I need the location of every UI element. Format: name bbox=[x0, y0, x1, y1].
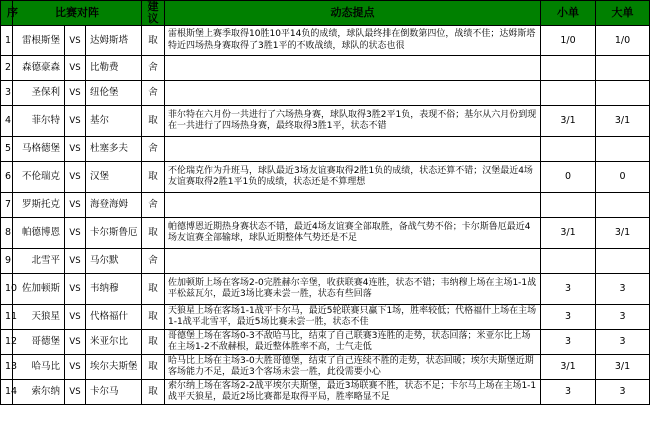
small-odds: 3/1 bbox=[541, 218, 596, 249]
away-team: 韦纳穆 bbox=[86, 274, 142, 305]
small-odds bbox=[541, 81, 596, 106]
recommendation: 取 bbox=[142, 380, 165, 405]
small-odds: 0 bbox=[541, 162, 596, 193]
away-team: 达姆斯塔 bbox=[86, 26, 142, 56]
recommendation: 舍 bbox=[142, 56, 165, 81]
match-note: 天狼星上场在客场1-1战平卡尔马，最近5轮联赛只赢下1场，胜率较低；代格福什上场在主场1-1战平北雪平，最近5场比赛未尝一胜，状态不佳 bbox=[165, 305, 541, 330]
away-team: 卡尔马 bbox=[86, 380, 142, 405]
recommendation: 取 bbox=[142, 330, 165, 355]
match-note bbox=[165, 137, 541, 162]
vs-label: VS bbox=[65, 162, 86, 193]
match-note bbox=[165, 193, 541, 218]
away-team: 米亚尔比 bbox=[86, 330, 142, 355]
match-note: 哈马比上场在主场3-0大胜哥德堡，结束了自己连续不胜的走势，状态回暖；埃尔夫斯堡近期客场能力不足，最近3个客场未尝一胜，此役需要小心 bbox=[165, 355, 541, 380]
big-odds: 3 bbox=[596, 380, 650, 405]
small-odds: 3 bbox=[541, 380, 596, 405]
header-small: 小单 bbox=[541, 1, 596, 26]
recommendation: 舍 bbox=[142, 249, 165, 274]
big-odds: 3/1 bbox=[596, 218, 650, 249]
row-number: 12 bbox=[1, 330, 13, 355]
table-row bbox=[1, 305, 650, 330]
row-number: 13 bbox=[1, 355, 13, 380]
big-odds: 3 bbox=[596, 274, 650, 305]
header-row bbox=[1, 1, 650, 26]
vs-label: VS bbox=[65, 380, 86, 405]
away-team: 纽伦堡 bbox=[86, 81, 142, 106]
home-team: 哥德堡 bbox=[13, 330, 65, 355]
home-team: 马格德堡 bbox=[13, 137, 65, 162]
recommendation: 舍 bbox=[142, 193, 165, 218]
vs-label: VS bbox=[65, 218, 86, 249]
header-match: 比赛对阵 bbox=[13, 1, 142, 26]
away-team: 比勒费 bbox=[86, 56, 142, 81]
big-odds bbox=[596, 193, 650, 218]
match-note: 不伦瑞克作为升班马，球队最近3场友谊赛取得2胜1负的成绩，状态还算不错；汉堡最近4场友谊赛取得2胜1平1负的成绩，状态还是不算理想 bbox=[165, 162, 541, 193]
row-number: 8 bbox=[1, 218, 13, 249]
match-note: 哥德堡上场在客场0-3不敌哈马比，结束了自己联赛3连胜的走势，状态回落；米亚尔比上场在主场1-2不敌赫根，最近整体胜率不高，士气走低 bbox=[165, 330, 541, 355]
home-team: 索尔纳 bbox=[13, 380, 65, 405]
table-row bbox=[1, 162, 650, 193]
home-team: 森德豪森 bbox=[13, 56, 65, 81]
vs-label: VS bbox=[65, 274, 86, 305]
match-note: 菲尔特在六月份一共进行了六场热身赛，球队取得3胜2平1负，表现不俗；基尔从六月份到现在一共进行了四场热身赛，最终取得3胜1平，状态不错 bbox=[165, 106, 541, 137]
vs-label: VS bbox=[65, 249, 86, 274]
recommendation: 取 bbox=[142, 274, 165, 305]
table-row bbox=[1, 81, 650, 106]
table-row bbox=[1, 193, 650, 218]
vs-label: VS bbox=[65, 106, 86, 137]
home-team: 罗斯托克 bbox=[13, 193, 65, 218]
table-row bbox=[1, 26, 650, 56]
recommendation: 取 bbox=[142, 162, 165, 193]
big-odds: 3 bbox=[596, 305, 650, 330]
header-recommendation: 建议 bbox=[142, 1, 165, 26]
row-number: 3 bbox=[1, 81, 13, 106]
table-row bbox=[1, 106, 650, 137]
table-row bbox=[1, 56, 650, 81]
match-note bbox=[165, 249, 541, 274]
big-odds bbox=[596, 137, 650, 162]
away-team: 马尔默 bbox=[86, 249, 142, 274]
big-odds: 1/0 bbox=[596, 26, 650, 56]
big-odds: 3/1 bbox=[596, 355, 650, 380]
small-odds bbox=[541, 137, 596, 162]
small-odds: 3 bbox=[541, 274, 596, 305]
home-team: 菲尔特 bbox=[13, 106, 65, 137]
header-big: 大单 bbox=[596, 1, 650, 26]
vs-label: VS bbox=[65, 137, 86, 162]
big-odds bbox=[596, 81, 650, 106]
table-row bbox=[1, 218, 650, 249]
away-team: 卡尔斯鲁厄 bbox=[86, 218, 142, 249]
row-number: 10 bbox=[1, 274, 13, 305]
recommendation: 取 bbox=[142, 355, 165, 380]
home-team: 哈马比 bbox=[13, 355, 65, 380]
away-team: 基尔 bbox=[86, 106, 142, 137]
vs-label: VS bbox=[65, 305, 86, 330]
away-team: 埃尔夫斯堡 bbox=[86, 355, 142, 380]
vs-label: VS bbox=[65, 56, 86, 81]
home-team: 雷根斯堡 bbox=[13, 26, 65, 56]
table-row bbox=[1, 330, 650, 355]
small-odds bbox=[541, 249, 596, 274]
big-odds bbox=[596, 56, 650, 81]
big-odds: 0 bbox=[596, 162, 650, 193]
small-odds: 3/1 bbox=[541, 355, 596, 380]
home-team: 不伦瑞克 bbox=[13, 162, 65, 193]
table-row bbox=[1, 249, 650, 274]
small-odds: 1/0 bbox=[541, 26, 596, 56]
match-note: 帕德博恩近期热身赛状态不错，最近4场友谊赛全部取胜，备战气势不俗；卡尔斯鲁厄最近4场友谊赛全部输球，球队近期整体气势还是不足 bbox=[165, 218, 541, 249]
table-row bbox=[1, 355, 650, 380]
vs-label: VS bbox=[65, 193, 86, 218]
small-odds: 3 bbox=[541, 305, 596, 330]
big-odds bbox=[596, 249, 650, 274]
row-number: 6 bbox=[1, 162, 13, 193]
recommendation: 取 bbox=[142, 218, 165, 249]
home-team: 帕德博恩 bbox=[13, 218, 65, 249]
small-odds bbox=[541, 193, 596, 218]
home-team: 天狼星 bbox=[13, 305, 65, 330]
small-odds bbox=[541, 56, 596, 81]
vs-label: VS bbox=[65, 26, 86, 56]
match-note bbox=[165, 81, 541, 106]
row-number: 2 bbox=[1, 56, 13, 81]
table-row bbox=[1, 137, 650, 162]
row-number: 7 bbox=[1, 193, 13, 218]
row-number: 14 bbox=[1, 380, 13, 405]
vs-label: VS bbox=[65, 81, 86, 106]
big-odds: 3 bbox=[596, 330, 650, 355]
away-team: 海登海姆 bbox=[86, 193, 142, 218]
table-row bbox=[1, 274, 650, 305]
header-notes: 动态提点 bbox=[165, 1, 541, 26]
recommendation: 取 bbox=[142, 26, 165, 56]
away-team: 汉堡 bbox=[86, 162, 142, 193]
recommendation: 舍 bbox=[142, 137, 165, 162]
small-odds: 3 bbox=[541, 330, 596, 355]
recommendation: 舍 bbox=[142, 81, 165, 106]
vs-label: VS bbox=[65, 355, 86, 380]
table-row bbox=[1, 380, 650, 405]
big-odds: 3/1 bbox=[596, 106, 650, 137]
away-team: 杜塞多夫 bbox=[86, 137, 142, 162]
match-note bbox=[165, 56, 541, 81]
home-team: 北雪平 bbox=[13, 249, 65, 274]
away-team: 代格福什 bbox=[86, 305, 142, 330]
header-seq: 序 bbox=[1, 1, 13, 26]
recommendation: 取 bbox=[142, 305, 165, 330]
match-note: 雷根斯堡上赛季取得10胜10平14负的成绩，球队最终排在倒数第四位，战绩不佳；达姆斯塔特近四场热身赛取得了3胜1平的不败战绩，球队的状态也很 bbox=[165, 26, 541, 56]
small-odds: 3/1 bbox=[541, 106, 596, 137]
match-note: 索尔纳上场在客场2-2战平埃尔夫斯堡，最近3场联赛不胜，状态不足；卡尔马上场在主场1-1战平天狼星，最近2场比赛都是取得平局，胜率略显不足 bbox=[165, 380, 541, 405]
row-number: 1 bbox=[1, 26, 13, 56]
home-team: 佐加顿斯 bbox=[13, 274, 65, 305]
row-number: 9 bbox=[1, 249, 13, 274]
vs-label: VS bbox=[65, 330, 86, 355]
row-number: 11 bbox=[1, 305, 13, 330]
recommendation: 取 bbox=[142, 106, 165, 137]
row-number: 5 bbox=[1, 137, 13, 162]
row-number: 4 bbox=[1, 106, 13, 137]
match-note: 佐加顿斯上场在客场2-0完胜赫尔辛堡，收获联赛4连胜，状态不错；韦纳穆上场在主场1-1战平松兹瓦尔，最近3场比赛未尝一胜，状态有些回落 bbox=[165, 274, 541, 305]
home-team: 圣保利 bbox=[13, 81, 65, 106]
